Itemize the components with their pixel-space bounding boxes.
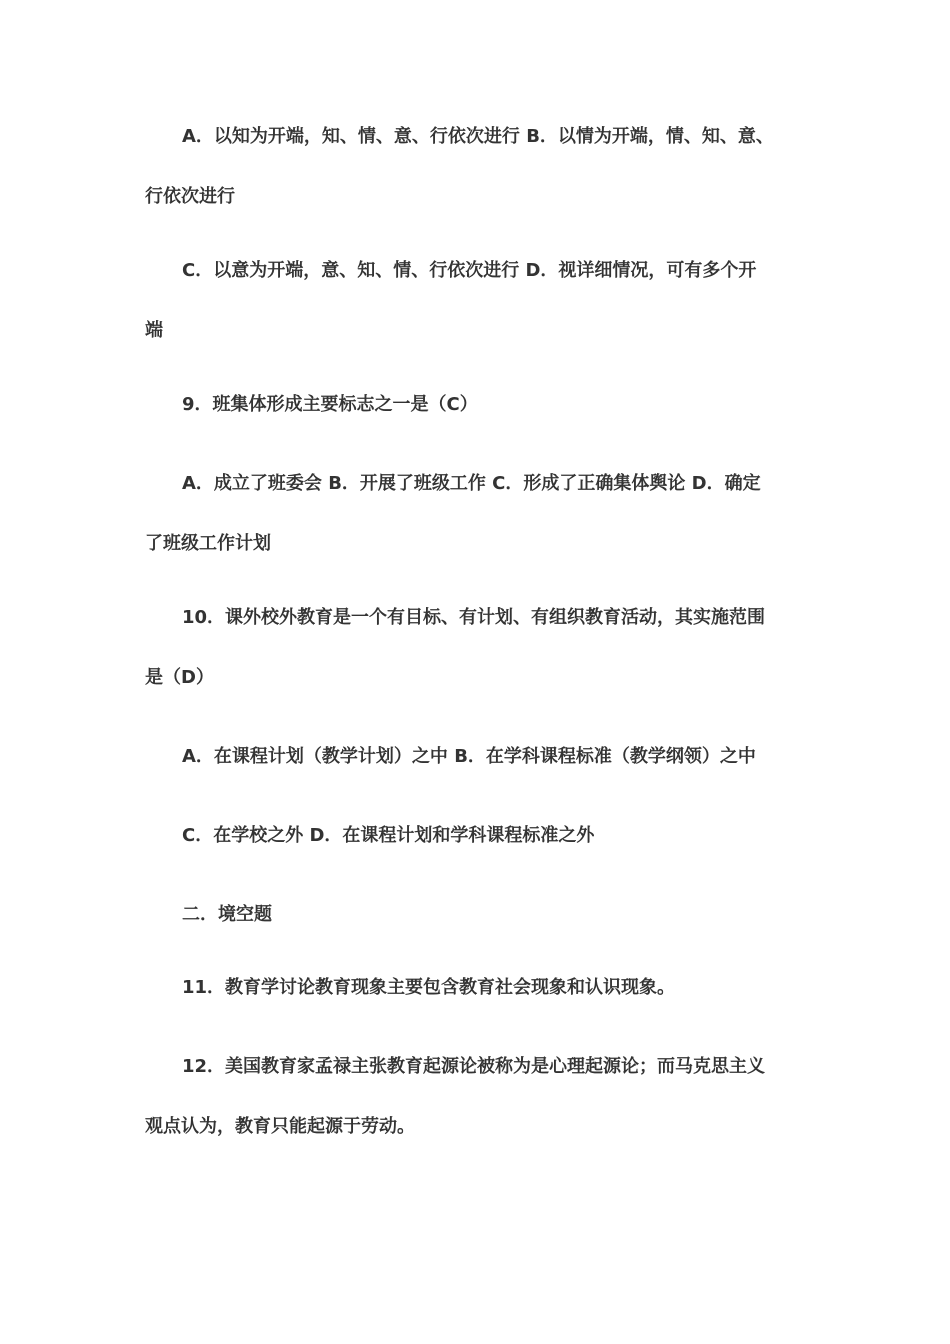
question-10: 10．课外校外教育是一个有目标、有计划、有组织教育活动，其实施范围 xyxy=(182,607,766,628)
q10-options-ab-line: A．在课程计划（教学计划）之中 B．在学科课程标准（教学纲领）之中 xyxy=(182,746,756,767)
question-10-continuation: 是（D） xyxy=(145,667,214,688)
question-9: 9．班集体形成主要标志之一是（C） xyxy=(182,394,478,415)
question-12-continuation: 观点认为，教育只能起源于劳动。 xyxy=(145,1116,415,1137)
question-11: 11．教育学讨论教育现象主要包含教育社会现象和认识现象。 xyxy=(182,977,676,998)
q9-options-line: A．成立了班委会 B．开展了班级工作 C．形成了正确集体舆论 D．确定 xyxy=(182,473,761,494)
q8-options-cd-line: C．以意为开端，意、知、情、行依次进行 D．视详细情况，可有多个开 xyxy=(182,260,757,281)
section-heading: 二．境空题 xyxy=(182,904,272,925)
q8-options-cd-continuation: 端 xyxy=(145,320,163,341)
q9-options-continuation: 了班级工作计划 xyxy=(145,533,271,554)
q8-options-ab-line: A．以知为开端，知、情、意、行依次进行 B．以情为开端，情、知、意、 xyxy=(182,126,774,147)
q8-options-ab-continuation: 行依次进行 xyxy=(145,186,235,207)
q10-options-cd-line: C．在学校之外 D．在课程计划和学科课程标准之外 xyxy=(182,825,595,846)
question-12: 12．美国教育家孟禄主张教育起源论被称为是心理起源论；而马克思主义 xyxy=(182,1056,766,1077)
